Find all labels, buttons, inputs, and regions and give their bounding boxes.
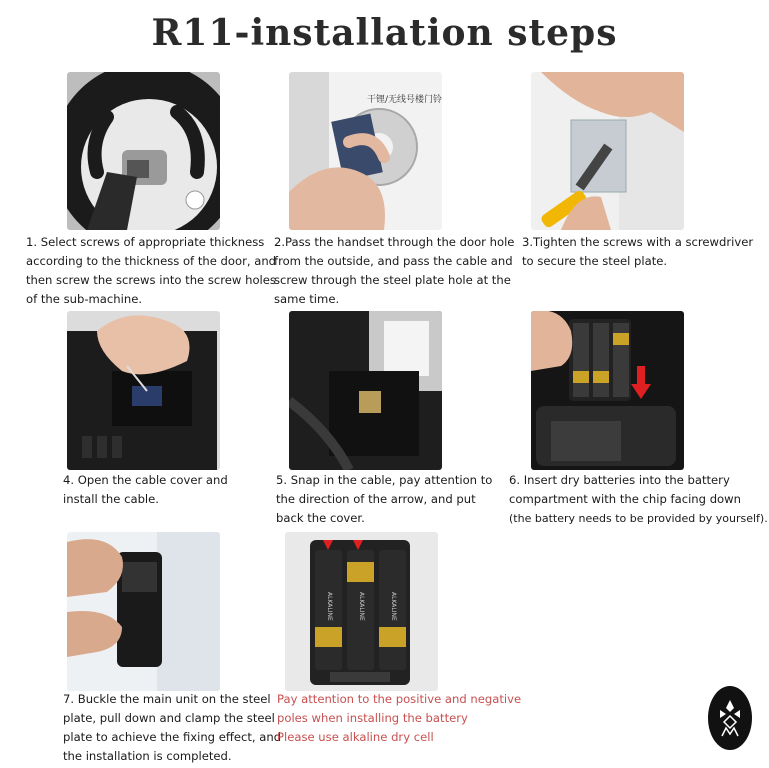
caption-line: screw through the steel plate hole at the: [274, 273, 511, 287]
step-3-photo: [531, 72, 684, 230]
note-line: Please use alkaline dry cell: [277, 730, 434, 744]
photo-2-text: 干锂/无线号楼门铃: [367, 95, 442, 105]
caption-line: from the outside, and pass the cable and: [274, 254, 513, 268]
step-6-photo: [531, 311, 684, 470]
caption-line: of the sub-machine.: [26, 292, 143, 306]
caption-line: plate to achieve the fixing effect, and: [63, 730, 282, 744]
caption-line: 2.Pass the handset through the door hole: [274, 235, 515, 249]
step-7-photo: [67, 532, 220, 691]
caption-line: the direction of the arrow, and put: [276, 492, 476, 506]
battery-note: [277, 690, 521, 747]
caption-line: to secure the steel plate.: [522, 254, 668, 268]
step-2-photo: [289, 72, 442, 230]
caption-line: 7. Buckle the main unit on the steel: [63, 692, 271, 706]
step-4-photo: [67, 311, 220, 470]
caption-line: same time.: [274, 292, 340, 306]
step-1-caption: [26, 233, 276, 309]
step-1-photo: [67, 72, 220, 230]
step-4-caption: [63, 471, 228, 509]
battery-pack-photo: [285, 532, 438, 691]
caption-line: (the battery needs to be provided by yourself).: [509, 512, 768, 525]
caption-line: 6. Insert dry batteries into the battery: [509, 473, 730, 487]
step-3-caption: [522, 233, 753, 271]
caption-line: install the cable.: [63, 492, 159, 506]
step-6-caption: [509, 471, 768, 528]
step-2-caption: [274, 233, 514, 309]
step-7-caption: [63, 690, 281, 766]
caption-line: 5. Snap in the cable, pay attention to: [276, 473, 493, 487]
caption-line: then screw the screws into the screw holes: [26, 273, 276, 287]
battery-label-3: ALKALINE: [390, 592, 397, 621]
battery-label-2: ALKALINE: [358, 592, 365, 621]
brand-logo-icon: [708, 686, 752, 750]
caption-line: 4. Open the cable cover and: [63, 473, 228, 487]
step-5-photo: [289, 311, 442, 470]
caption-line: according to the thickness of the door, and: [26, 254, 277, 268]
page-title: R11-installation steps: [151, 12, 618, 54]
caption-line: compartment with the chip facing down: [509, 492, 741, 506]
step-5-caption: [276, 471, 492, 528]
battery-label-1: ALKALINE: [326, 592, 333, 621]
note-line: poles when installing the battery: [277, 711, 468, 725]
note-line: Pay attention to the positive and negative: [277, 692, 522, 706]
caption-line: 1. Select screws of appropriate thickness: [26, 235, 265, 249]
caption-line: back the cover.: [276, 511, 365, 525]
caption-line: 3.Tighten the screws with a screwdriver: [522, 235, 754, 249]
caption-line: plate, pull down and clamp the steel: [63, 711, 275, 725]
caption-line: the installation is completed.: [63, 749, 232, 763]
